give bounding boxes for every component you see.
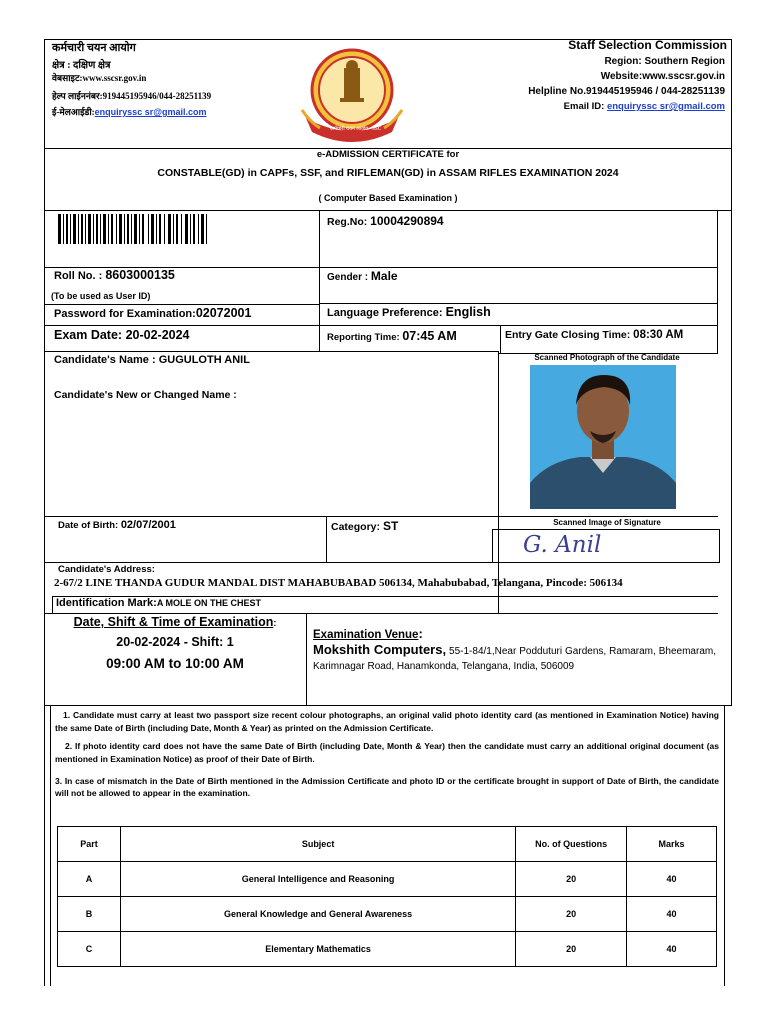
questions-cell: 20 (516, 897, 627, 932)
address: 2-67/2 LINE THANDA GUDUR MANDAL DIST MAHABUBABAD 506134, Mahabubabad, Telangana, Pincode: 506134 (54, 577, 623, 589)
row-border-8 (44, 613, 718, 614)
website: Website:www.sscsr.gov.in (600, 71, 725, 82)
table-row (58, 897, 717, 932)
person-photo-icon (530, 365, 676, 509)
gender: Male (370, 269, 398, 283)
part-cell: B (58, 897, 121, 932)
subject-cell: Elementary Mathematics (120, 932, 515, 967)
subject-cell: General Intelligence and Reasoning (120, 862, 515, 897)
header-part: Part (58, 827, 121, 862)
id-mark-left (52, 596, 53, 614)
roll-label: Roll No. : (54, 270, 106, 282)
logo-caption: कर्मचारी चयन आयोग · SSC (330, 127, 382, 132)
password-label: Password for Examination: (54, 308, 196, 320)
header-questions: No. of Questions (516, 827, 627, 862)
reporting-row (327, 329, 457, 343)
email-label: Email ID: (563, 101, 607, 112)
schedule-colon: : (273, 618, 277, 628)
reporting-time: 07:45 AM (402, 329, 457, 343)
region: Region: Southern Region (604, 56, 725, 67)
signature-label: Scanned Image of Signature (553, 518, 661, 527)
category-label: Category: (331, 521, 383, 533)
schedule-heading: Date, Shift & Time of Examination (73, 615, 274, 629)
reporting-label: Reporting Time: (327, 332, 403, 343)
row-border-3 (44, 325, 718, 326)
details-inner-right (717, 210, 718, 353)
instruction-2: 2. If photo identity card does not have the same Date of Birth (including Date, Month & Year) then the candidate must carry an additional original document (as mentioned in Examination Notice) as proof of their Date of Birth. (55, 741, 719, 764)
row-border-4a (44, 351, 498, 352)
language-label: Language Preference: (327, 307, 446, 319)
venue-details (313, 642, 716, 674)
password: 02072001 (195, 306, 252, 320)
row-border-2a (319, 303, 718, 304)
row-border-6 (44, 562, 492, 563)
category-divider (326, 516, 327, 563)
candidate-name: GUGULOTH ANIL (158, 354, 250, 366)
schedule-heading-row (44, 615, 306, 629)
details-divider-1 (319, 210, 320, 351)
gender-row (327, 269, 398, 283)
hindi-email-row (52, 105, 207, 118)
dob-row (58, 519, 176, 531)
marks-cell: 40 (627, 862, 717, 897)
schedule-time: 09:00 AM to 10:00 AM (106, 656, 244, 671)
title-line2: CONSTABLE(GD) in CAPFs, SSF, and RIFLEMAN(GD) in ASSAM RIFLES EXAMINATION 2024 (157, 167, 619, 179)
user-id-note: (To be used as User ID) (51, 291, 151, 301)
gate-row (505, 329, 683, 341)
page-left-border (44, 148, 45, 986)
schedule-divider (306, 613, 307, 706)
marks-cell: 40 (627, 897, 717, 932)
questions-cell: 20 (516, 932, 627, 967)
id-mark-label: Identification Mark: (56, 597, 157, 609)
signature-box (492, 529, 720, 563)
gate-divider (500, 325, 501, 353)
gender-label: Gender : (327, 272, 371, 283)
questions-cell: 20 (516, 862, 627, 897)
gate-label: Entry Gate Closing Time: (505, 329, 634, 341)
schedule-bottom-border (44, 705, 732, 706)
hindi-email-link[interactable]: enquiryssc sr@gmail.com (94, 107, 207, 117)
dob: 02/07/2001 (120, 519, 176, 531)
category-row (331, 519, 398, 533)
title-line1: e-ADMISSION CERTIFICATE for (316, 149, 460, 160)
header-right-border (731, 39, 732, 149)
email-row (564, 101, 725, 112)
ssc-logo (300, 48, 404, 144)
roll-no: 8603000135 (105, 268, 175, 282)
subjects-table (57, 826, 717, 967)
language: English (445, 305, 491, 319)
reg-no-row (327, 214, 444, 228)
category: ST (382, 519, 399, 533)
row-border-2b (44, 304, 320, 305)
reg-no: 10004290894 (370, 214, 444, 228)
name-label: Candidate's Name : (54, 354, 159, 366)
venue-colon: : (418, 626, 423, 641)
id-mark-row (56, 597, 261, 609)
signature-image: G. Anil (523, 532, 602, 558)
part-cell: C (58, 932, 121, 967)
exam-date: 20-02-2024 (125, 328, 190, 342)
title-line3: ( Computer Based Examination ) (318, 193, 458, 203)
photo-column-divider (498, 351, 499, 614)
header-left-border (44, 39, 45, 149)
barcode-icon (58, 214, 208, 244)
header-marks: Marks (627, 827, 717, 862)
part-cell: A (58, 862, 121, 897)
table-row (58, 932, 717, 967)
reg-label: Reg.No: (327, 216, 371, 228)
venue-address: 55-1-84/1,Near Podduturi Gardens, Ramaram, Bheemaram, Karimnagar Road, Hanamkonda, Telangana, India, 506009 (313, 646, 716, 672)
password-row (54, 306, 251, 320)
page-right-border (731, 148, 732, 706)
name-row (54, 354, 250, 366)
hindi-region: क्षेत्र : दक्षिण क्षेत्र (52, 60, 111, 71)
org-name: Staff Selection Commission (568, 38, 727, 52)
instructions-left-border (50, 706, 51, 986)
address-label: Candidate's Address: (58, 564, 155, 575)
hindi-website: वेबसाइट:www.sscsr.gov.in (52, 73, 147, 83)
exam-date-row (54, 328, 190, 342)
instruction-1: 1. Candidate must carry at least two passport size recent colour photographs, an original valid photo identity card (as mentioned in Examination Notice) having the same Date of Birth (including Date, Month & Year) as printed on the Admission Certificate. (55, 710, 719, 733)
header-subject: Subject (120, 827, 515, 862)
exam-date-label: Exam Date: (54, 328, 126, 342)
dob-label: Date of Birth: (58, 520, 121, 531)
barcode (58, 214, 208, 244)
marks-cell: 40 (627, 932, 717, 967)
hindi-email-label: ई-मेलआईडी: (52, 107, 95, 117)
subjects-header-row (58, 827, 717, 862)
changed-name-label: Candidate's New or Changed Name : (54, 389, 237, 401)
photo-label: Scanned Photograph of the Candidate (534, 353, 680, 362)
table-row (58, 862, 717, 897)
email-link[interactable]: enquiryssc sr@gmail.com (606, 101, 725, 112)
language-row (327, 305, 491, 319)
subject-cell: General Knowledge and General Awareness (120, 897, 515, 932)
venue-heading: Examination Venue (313, 629, 419, 641)
helpline: Helpline No.919445195946 / 044-28251139 (528, 86, 725, 97)
roll-row (54, 268, 175, 282)
instruction-3: 3. In case of mismatch in the Date of Birth mentioned in the Admission Certificate and photo ID or the certificate brought in support of Date of Birth, the candidate will not be allowed to appear in the examination. (55, 776, 719, 798)
id-mark: A MOLE ON THE CHEST (156, 598, 262, 608)
venue-name: Mokshith Computers, (313, 642, 447, 657)
venue-heading-row (313, 626, 423, 641)
hindi-helpline: हेल्प लाईननंबर:919445195946/044-28251139 (52, 91, 212, 101)
row-border-5 (44, 516, 718, 517)
candidate-photo (530, 365, 676, 509)
schedule-date-shift: 20-02-2024 - Shift: 1 (116, 635, 234, 649)
hindi-org-name: कर्मचारी चयन आयोग (52, 42, 136, 54)
details-top-border (44, 210, 732, 211)
instructions-right-border (724, 706, 725, 986)
gate-time: 08:30 AM (633, 329, 684, 341)
